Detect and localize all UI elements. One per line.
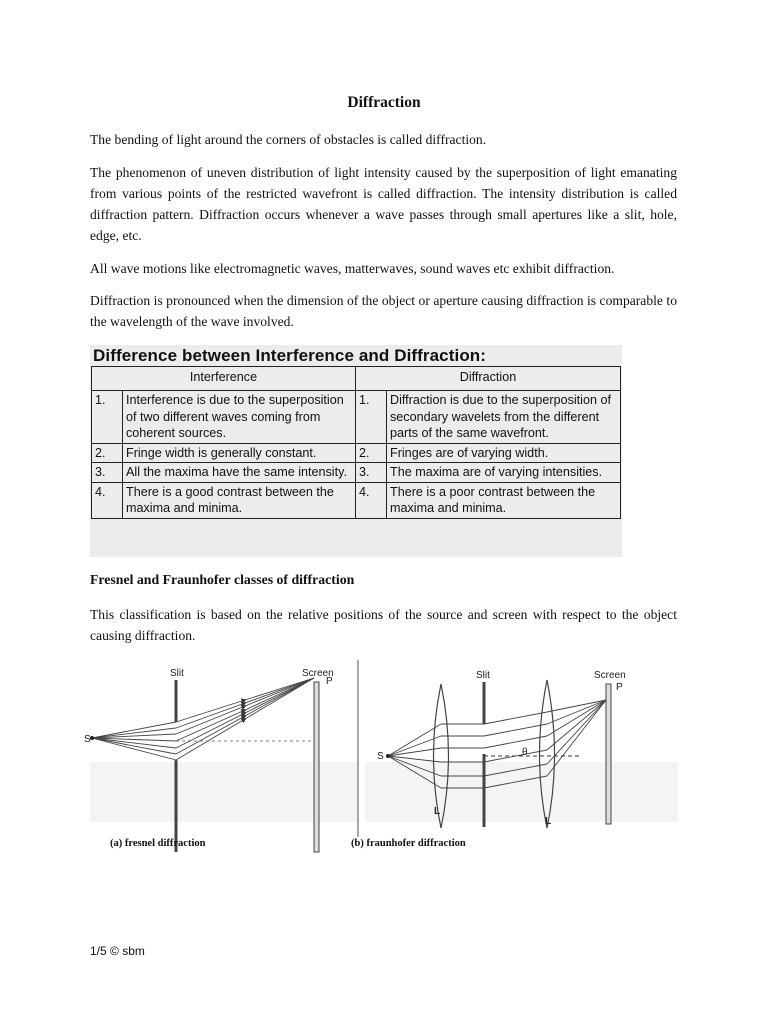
fraunhofer-caption: (b) fraunhofer diffraction [351, 838, 466, 849]
diffraction-cell: The maxima are of varying intensities. [387, 463, 621, 483]
source-rays [92, 722, 176, 760]
header-interference: Interference [92, 367, 356, 391]
row-number: 1. [356, 391, 387, 444]
background-smudge [365, 762, 678, 822]
row-number: 2. [356, 443, 387, 463]
page-footer: 1/5 © sbm [90, 944, 145, 958]
paragraph-wave-motions: All wave motions like electromagnetic waves, matterwaves, sound waves etc exhibit diffraction. [90, 261, 615, 276]
row-number: 4. [92, 482, 123, 518]
row-number: 2. [92, 443, 123, 463]
table-header-row [92, 367, 621, 391]
header-diffraction: Diffraction [356, 367, 621, 391]
section-heading: Fresnel and Fraunhofer classes of diffraction [90, 572, 355, 587]
paragraph-phenomenon: The phenomenon of uneven distribution of light intensity caused by the superposition of light emanating from various points of the restricted wavefront is called diffraction. The intensity distribution is called diffraction pattern. Diffraction occurs whenever a wave passes through small apertures like a slit, hole, edge, etc. [90, 165, 677, 243]
fraunhofer-source-label: S [377, 751, 384, 762]
interference-cell: All the maxima have the same intensity. [123, 463, 356, 483]
diffraction-diagram [84, 652, 678, 862]
theta-label: θ [522, 747, 528, 758]
fresnel-diagram [84, 668, 334, 852]
diffraction-figure [84, 652, 678, 862]
table-row [92, 443, 621, 463]
diffraction-cell: Diffraction is due to the superposition of secondary wavelets from the different parts of the same wavefront. [387, 391, 621, 444]
comparison-table-figure [90, 345, 622, 557]
fraunhofer-slit-label: Slit [476, 670, 490, 681]
paragraph-pronounced: Diffraction is pronounced when the dimension of the object or aperture causing diffraction is comparable to the wavelength of the wave involved. [90, 293, 677, 329]
lens-2-label: L [545, 816, 552, 827]
fresnel-slit-label: Slit [170, 668, 184, 679]
comparison-table [91, 366, 621, 519]
interference-cell: There is a good contrast between the maxima and minima. [123, 482, 356, 518]
fraunhofer-point-label: P [616, 682, 623, 693]
diffracted-rays [176, 678, 314, 760]
fresnel-point-label: P [326, 676, 333, 687]
row-number: 1. [92, 391, 123, 444]
fraunhofer-screen-label: Screen [594, 670, 626, 681]
table-title: Difference between Interference and Diffraction: [93, 346, 487, 365]
fresnel-source-label: S [84, 734, 91, 745]
table-row [92, 482, 621, 518]
screen [314, 682, 319, 852]
row-number: 3. [92, 463, 123, 483]
table-row [92, 463, 621, 483]
paragraph-definition: The bending of light around the corners of obstacles is called diffraction. [90, 132, 487, 147]
diffraction-cell: Fringes are of varying width. [387, 443, 621, 463]
interference-cell: Interference is due to the superposition of two different waves coming from coherent sources. [123, 391, 356, 444]
fresnel-caption: (a) fresnel diffraction [110, 838, 206, 849]
fresnel-screen-label: Screen [302, 668, 334, 679]
interference-cell: Fringe width is generally constant. [123, 443, 356, 463]
lens-1-label: L [434, 806, 441, 817]
source-point [386, 754, 390, 758]
table-row [92, 391, 621, 444]
page-title: Diffraction [347, 94, 421, 111]
row-number: 4. [356, 482, 387, 518]
screen [606, 684, 611, 824]
row-number: 3. [356, 463, 387, 483]
paragraph-classification: This classification is based on the relative positions of the source and screen with respect to the object causing diffraction. [90, 607, 677, 643]
diffraction-cell: There is a poor contrast between the maxima and minima. [387, 482, 621, 518]
